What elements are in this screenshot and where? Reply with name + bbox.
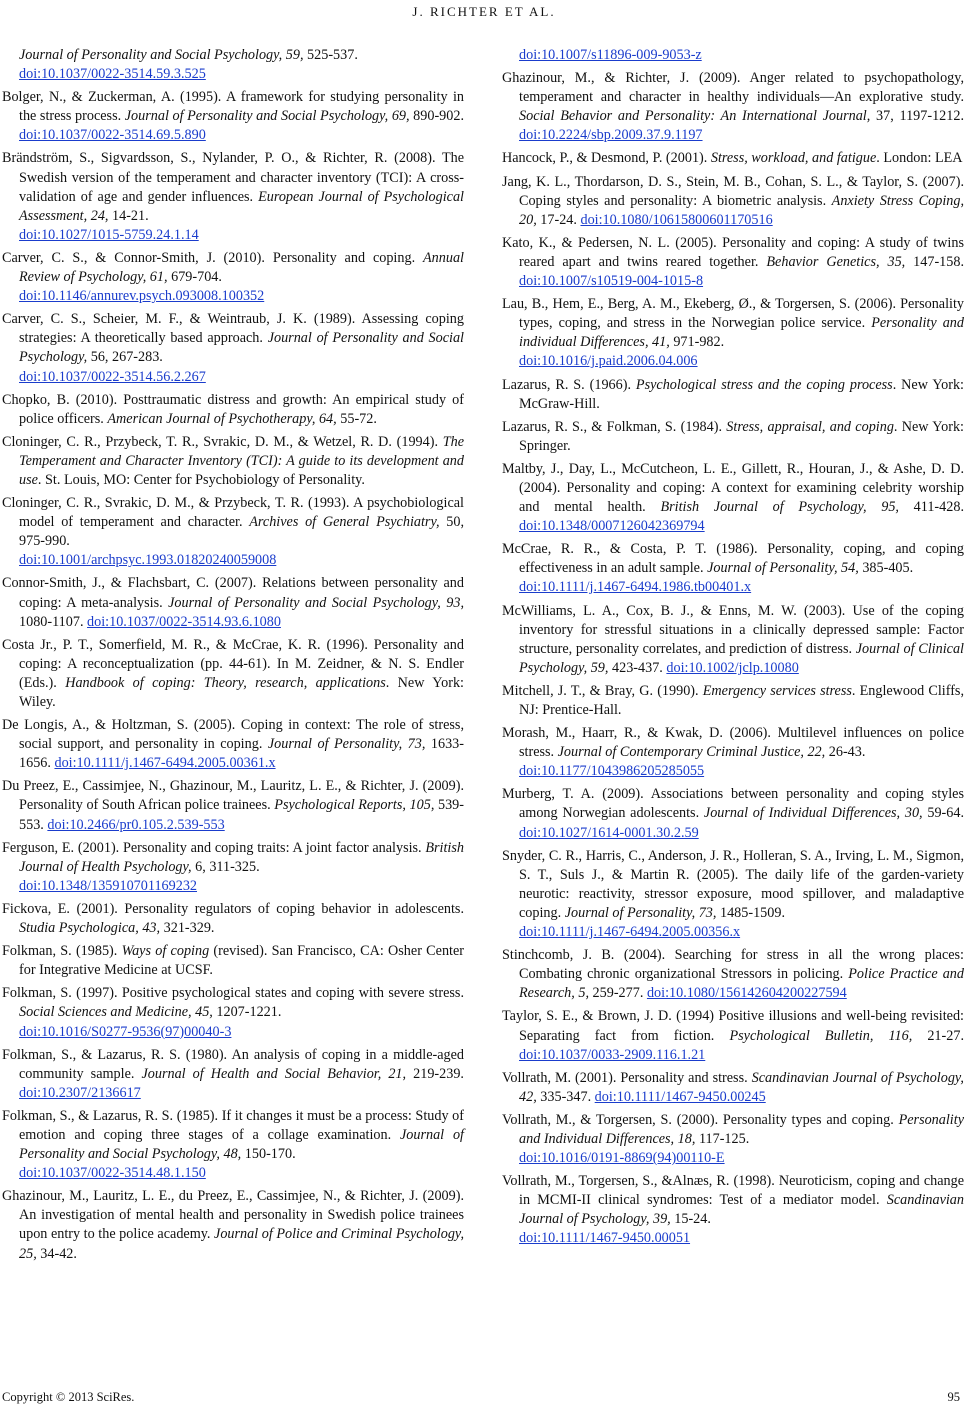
reference-pages: 679-704.	[167, 269, 222, 286]
doi-link[interactable]: doi:10.1080/156142604200227594	[646, 985, 847, 1002]
reference-journal: Scandinavian Journal of Psychology, 39,	[519, 1192, 964, 1228]
reference-entry	[502, 1007, 964, 1064]
doi-link[interactable]: doi:10.1037/0022-3514.48.1.150	[19, 1165, 206, 1182]
reference-authors-title: Taylor, S. E., & Brown, J. D. (1994) Positive illusions and well-being revisited: Separating fact from fiction.	[502, 1008, 964, 1044]
reference-entry	[502, 173, 964, 230]
reference-authors-title: McWilliams, L. A., Cox, B. J., & Enns, M. W. (2003). Use of the coping inventory for stressful situations in a clinically depressed sample: Factor structure, personality correlates, and prediction of distress.	[502, 602, 964, 657]
reference-entry	[2, 900, 464, 938]
reference-journal: British Journal of Psychology, 95,	[660, 499, 899, 516]
reference-authors-title: Fickova, E. (2001). Personality regulators of coping behavior in adolescents.	[2, 900, 464, 917]
reference-authors-title: Folkman, S., & Lazarus, R. S. (1980). An analysis of coping in a middle-aged community sample.	[2, 1046, 464, 1082]
reference-authors-title: Lau, B., Hem, E., Berg, A. M., Ekeberg, Ø., & Torgersen, S. (2006). Personality types, coping, and stress in the Norwegian police service.	[502, 296, 964, 332]
reference-pages: 1633-1656.	[19, 736, 464, 772]
reference-journal: Stress, appraisal, and coping	[726, 418, 894, 435]
reference-journal: Journal of Clinical Psychology, 59,	[519, 640, 964, 676]
reference-entry	[2, 149, 464, 244]
doi-link[interactable]: doi:10.1080/10615800601170516	[580, 211, 773, 228]
doi-link[interactable]: doi:10.1111/j.1467-6494.2005.00361.x	[54, 755, 276, 772]
reference-authors-title: De Longis, A., & Holtzman, S. (2005). Coping in context: The role of stress, social support, and personality in coping.	[2, 717, 464, 753]
reference-pages: . New York: McGraw-Hill.	[519, 376, 964, 412]
reference-entry	[502, 1111, 964, 1168]
reference-journal: Social Sciences and Medicine, 45,	[19, 1004, 213, 1021]
doi-link[interactable]: doi:10.1027/1015-5759.24.1.14	[19, 226, 199, 243]
doi-link[interactable]: doi:10.1037/0022-3514.56.2.267	[19, 368, 206, 385]
reference-authors-title: Du Preez, E., Cassimjee, N., Ghazinour, M., Lauritz, L. E., & Richter, J. (2009). Personality of South African police trainees.	[2, 778, 464, 814]
reference-journal: Scandinavian Journal of Psychology, 42,	[519, 1069, 964, 1105]
reference-authors-title: Bolger, N., & Zuckerman, A. (1995). A framework for studying personality in the stress process.	[2, 89, 464, 125]
doi-link[interactable]: doi:10.1111/j.1467-6494.2005.00356.x	[519, 924, 741, 941]
reference-entry	[502, 682, 964, 720]
reference-journal: Studia Psychologica, 43,	[19, 920, 161, 937]
doi-link[interactable]: doi:10.1007/s11896-009-9053-z	[519, 47, 702, 63]
reference-journal: Journal of Health and Social Behavior, 21,	[141, 1065, 407, 1082]
reference-journal: Psychological Bulletin, 116,	[729, 1027, 913, 1044]
reference-journal: Psychological stress and the coping process	[635, 376, 893, 393]
reference-pages: 55-72.	[336, 410, 377, 427]
reference-authors-title: Carver, C. S., & Connor-Smith, J. (2010). Personality and coping.	[2, 249, 424, 266]
reference-authors-title: Vollrath, M. (2001). Personality and stress.	[502, 1069, 752, 1086]
reference-authors-title: Kato, K., & Pedersen, N. L. (2005). Personality and coping: A study of twins reared apart and twins reared together.	[502, 234, 964, 270]
reference-journal: Behavior Genetics, 35,	[766, 253, 906, 270]
reference-entry	[2, 574, 464, 631]
reference-pages: 117-125.	[695, 1130, 750, 1147]
reference-pages: 525-537.	[303, 47, 358, 63]
reference-journal: Journal of Personality and Social Psychology,	[19, 330, 464, 366]
reference-entry	[2, 839, 464, 896]
doi-link[interactable]: doi:10.1002/jclp.10080	[666, 659, 799, 676]
doi-link[interactable]: doi:10.1146/annurev.psych.093008.100352	[19, 288, 265, 305]
reference-journal: Journal of Personality, 73,	[564, 904, 717, 921]
reference-authors-title: Chopko, B. (2010). Posttraumatic distress and growth: An empirical study of police officers.	[2, 391, 464, 427]
reference-pages: 259-277.	[589, 985, 647, 1002]
reference-authors-title: Mitchell, J. T., & Bray, G. (1990).	[502, 682, 703, 699]
reference-authors-title: Snyder, C. R., Harris, C., Anderson, J. R., Holleran, S. A., Irving, L. M., Sigmon, S. T., Suls J., & Martin R. (2005). The daily life of the garden-variety neurotic: reactivity, stressor exposure, mood spillover, and maladaptive coping.	[502, 847, 964, 921]
reference-pages: 321-329.	[160, 920, 215, 937]
doi-link[interactable]: doi:10.1016/S0277-9536(97)00040-3	[19, 1023, 232, 1040]
reference-pages: 1207-1221.	[212, 1004, 282, 1021]
reference-journal: Journal of Individual Differences, 30,	[703, 805, 923, 822]
doi-link[interactable]: doi:10.1007/s10519-004-1015-8	[519, 273, 704, 290]
reference-entry	[2, 636, 464, 712]
reference-entry	[2, 249, 464, 306]
reference-authors-title: Vollrath, M., & Torgersen, S. (2000). Personality types and coping.	[502, 1111, 899, 1128]
reference-journal: Journal of Personality and Social Psychology, 59,	[19, 47, 304, 63]
reference-entry	[502, 785, 964, 842]
reference-journal: Police Practice and Research, 5,	[519, 966, 964, 1002]
doi-link[interactable]: doi:10.1177/1043986205285055	[519, 763, 705, 780]
reference-authors-title: Jang, K. L., Thordarson, D. S., Stein, M. B., Cohan, S. L., & Taylor, S. (2007). Coping styles and personality: A biometric analysis.	[502, 173, 964, 209]
reference-authors-title: Maltby, J., Day, L., McCutcheon, L. E., Gillett, R., Houran, J., & Ashe, D. D. (2004). Personality and coping: A context for examining celebrity worship and mental health.	[502, 460, 964, 516]
reference-entry	[502, 1069, 964, 1107]
reference-journal: European Journal of Psychological Assessment, 24,	[19, 188, 464, 224]
reference-pages: 26-43.	[825, 744, 866, 761]
reference-authors-title: Ghazinour, M., Lauritz, L. E., du Preez, E., Cassimjee, N., & Richter, J. (2009). An investigation of mental health and personality in Swedish police trainees upon entry to the police academy.	[2, 1188, 464, 1243]
reference-journal: The Temperament and Character Inventory (TCI): A guide to its development and use	[19, 433, 464, 488]
reference-entry	[502, 946, 964, 1003]
reference-pages: 59-64.	[922, 805, 965, 822]
reference-entry	[2, 777, 464, 834]
reference-authors-title: Folkman, S. (1997). Positive psychological states and coping with severe stress.	[2, 985, 464, 1002]
doi-link[interactable]: doi:10.1027/1614-0001.30.2.59	[519, 824, 699, 841]
doi-link[interactable]: doi:10.1037/0033-2909.116.1.21	[519, 1046, 706, 1063]
reference-journal: Social Behavior and Personality: An International Journal,	[519, 108, 871, 125]
reference-authors-title: Cloninger, C. R., Przybeck, T. R., Svrakic, D. M., & Wetzel, R. D. (1994).	[2, 433, 443, 450]
reference-pages: 34-42.	[36, 1245, 77, 1262]
doi-link[interactable]: doi:10.1111/1467-9450.00245	[594, 1088, 766, 1105]
reference-entry	[502, 540, 964, 597]
reference-entry	[2, 1187, 464, 1263]
reference-entry	[502, 69, 964, 145]
reference-pages: 219-239.	[406, 1065, 464, 1082]
reference-pages: . New York: Springer.	[519, 418, 964, 454]
reference-entry	[502, 295, 964, 371]
reference-authors-title: Vollrath, M., Torgersen, S., &Alnæs, R. (1998). Neuroticism, coping and change in MCMI-II clinical syndromes: Test of a mediator model.	[502, 1173, 964, 1209]
reference-journal: Stress, workload, and fatigue	[710, 150, 877, 167]
doi-link[interactable]: doi:10.1111/1467-9450.00051	[519, 1230, 691, 1247]
reference-authors-title: Morash, M., Haarr, R., & Kwak, D. (2006). Multilevel influences on police stress.	[502, 725, 964, 761]
reference-entry	[502, 847, 964, 942]
reference-pages: . St. Louis, MO: Center for Psychobiology of Personality.	[37, 471, 365, 488]
reference-authors-title: Ghazinour, M., & Richter, J. (2009). Anger related to psychopathology, temperament and character in healthy individuals—An explorative study.	[502, 70, 964, 106]
reference-pages: 147-158.	[905, 253, 965, 270]
reference-pages: 539-553.	[19, 797, 465, 833]
doi-link[interactable]: doi:10.1348/135910701169232	[19, 877, 198, 894]
reference-pages: 15-24.	[670, 1211, 711, 1228]
doi-link[interactable]: doi:10.1037/0022-3514.69.5.890	[19, 127, 206, 144]
reference-pages: 56, 267-283.	[87, 349, 163, 366]
reference-journal: Journal of Personality and Social Psychology, 93,	[168, 594, 464, 611]
reference-authors-title: Folkman, S., & Lazarus, R. S. (1985). If it changes it must be a process: Study of emotion and coping three stages of a collage examination.	[2, 1107, 464, 1143]
reference-journal: Annual Review of Psychology, 61,	[19, 249, 464, 286]
doi-link[interactable]: doi:10.2466/pr0.105.2.539-553	[47, 816, 225, 833]
reference-entry	[2, 984, 464, 1041]
reference-authors-title: Costa Jr., P. T., Somerfield, M. R., & McCrae, K. R. (1996). Personality and coping: A reconceptualization (pp. 44-61). In M. Zeidner, & N. S. Endler (Eds.).	[2, 636, 464, 691]
doi-link[interactable]: doi:10.2224/sbp.2009.37.9.1197	[519, 127, 703, 144]
reference-journal: Psychological Reports, 105,	[274, 797, 435, 814]
doi-link[interactable]: doi:10.1016/0191-8869(94)00110-E	[519, 1150, 725, 1167]
reference-pages: 14-21.	[108, 207, 149, 224]
reference-journal: Personality and Individual Differences, 18,	[519, 1111, 964, 1147]
reference-pages: 890-902.	[409, 108, 464, 125]
doi-link[interactable]: doi:10.1037/0022-3514.59.3.525	[19, 66, 206, 83]
reference-pages: . Englewood Cliffs, NJ: Prentice-Hall.	[519, 682, 964, 718]
reference-journal: Journal of Personality, 73,	[267, 736, 426, 753]
reference-journal: British Journal of Health Psychology,	[19, 839, 464, 875]
reference-entry	[2, 716, 464, 773]
doi-link[interactable]: doi:10.1001/archpsyc.1993.01820240059008	[19, 552, 277, 569]
reference-pages: 50, 975-990.	[19, 514, 464, 550]
reference-pages: . London: LEA	[876, 150, 963, 167]
reference-entry	[2, 1046, 464, 1103]
reference-authors-title: Brändström, S., Sigvardsson, S., Nylander, P. O., & Richter, R. (2008). The Swedish version of the temperament and character inventory (TCI): A cross-validation of age and gender influences.	[2, 150, 464, 205]
reference-entry	[2, 46, 464, 84]
reference-journal: Handbook of coping: Theory, research, applications	[65, 674, 386, 691]
reference-entry	[502, 1172, 964, 1248]
reference-entry	[2, 391, 464, 429]
reference-pages: 150-170.	[241, 1146, 296, 1163]
reference-entry	[2, 494, 464, 570]
reference-pages: (revised). San Francisco, CA: Osher Center for Integrative Medicine at UCSF.	[19, 943, 464, 979]
reference-entry	[2, 1107, 464, 1183]
page-number: 95	[947, 1390, 960, 1404]
reference-entry	[502, 46, 964, 65]
doi-link[interactable]: doi:10.1037/0022-3514.93.6.1080	[87, 613, 281, 630]
reference-entry	[502, 234, 964, 291]
references-column-left	[2, 46, 464, 1268]
reference-authors-title: Carver, C. S., Scheier, M. F., & Weintraub, J. K. (1989). Assessing coping strategies: A theoretically based approach.	[2, 311, 464, 347]
reference-journal: Personality and individual Differences, 41,	[519, 315, 964, 351]
reference-pages: . New York: Wiley.	[19, 674, 464, 710]
reference-pages: 971-982.	[669, 334, 725, 351]
reference-entry	[502, 418, 964, 456]
reference-pages: 21-27.	[912, 1027, 964, 1044]
reference-journal: Ways of coping	[121, 943, 210, 960]
reference-entry	[2, 88, 464, 145]
reference-journal: Journal of Police and Criminal Psychology, 25,	[19, 1226, 464, 1262]
reference-entry	[2, 942, 464, 980]
reference-journal: Journal of Contemporary Criminal Justice, 22,	[557, 744, 826, 761]
reference-pages: 17-24.	[536, 211, 581, 228]
reference-journal: Journal of Personality and Social Psychology, 69,	[124, 108, 410, 125]
reference-entry	[502, 602, 964, 678]
references-column-right	[502, 46, 964, 1253]
running-header: J. RICHTER ET AL.	[412, 4, 556, 19]
reference-pages: 37, 1197-1212.	[870, 108, 964, 125]
reference-authors-title: Cloninger, C. R., Svrakic, D. M., & Przybeck, T. R. (1993). A psychobiological model of temperament and character.	[2, 495, 464, 531]
reference-journal: Anxiety Stress Coping, 20,	[519, 192, 964, 228]
reference-authors-title: McCrae, R. R., & Costa, P. T. (1986). Personality, coping, and coping effectiveness in an adult sample.	[502, 541, 964, 577]
doi-link[interactable]: doi:10.1348/0007126042369794	[519, 518, 705, 535]
reference-pages: 335-347.	[536, 1088, 595, 1105]
reference-pages: 1080-1107.	[19, 613, 88, 630]
reference-entry	[502, 376, 964, 414]
reference-journal: American Journal of Psychotherapy, 64,	[107, 410, 337, 427]
reference-authors-title: Stinchcomb, J. B. (2004). Searching for stress in all the wrong places: Combating chronic organizational Stressors in policing.	[502, 947, 964, 983]
reference-journal: Archives of General Psychiatry,	[249, 514, 440, 531]
reference-authors-title: Murberg, T. A. (2009). Associations between personality and coping styles among Norwegian adolescents.	[502, 786, 964, 822]
reference-journal: Journal of Personality and Social Psychology, 48,	[19, 1126, 465, 1163]
reference-authors-title: Lazarus, R. S., & Folkman, S. (1984).	[502, 418, 727, 435]
copyright-footer: Copyright © 2013 SciRes.	[2, 1390, 135, 1404]
reference-authors-title: Folkman, S. (1985).	[2, 943, 122, 960]
reference-journal: Journal of Personality, 54,	[707, 560, 859, 577]
doi-link[interactable]: doi:10.1111/j.1467-6494.1986.tb00401.x	[519, 579, 752, 596]
reference-pages: 423-437.	[608, 659, 667, 676]
reference-authors-title: Ferguson, E. (2001). Personality and coping traits: A joint factor analysis.	[2, 839, 426, 856]
doi-link[interactable]: doi:10.1016/j.paid.2006.04.006	[519, 353, 698, 370]
reference-entry	[2, 433, 464, 490]
doi-link[interactable]: doi:10.2307/2136617	[19, 1084, 141, 1101]
reference-pages: 1485-1509.	[716, 904, 786, 921]
reference-authors-title: Connor-Smith, J., & Flachsbart, C. (2007). Relations between personality and coping: A meta-analysis.	[2, 575, 464, 611]
reference-pages: 385-405.	[858, 560, 914, 577]
reference-entry	[502, 460, 964, 536]
reference-journal: Emergency services stress	[702, 682, 852, 699]
reference-pages: 411-428.	[898, 499, 964, 516]
reference-authors-title: Hancock, P., & Desmond, P. (2001).	[502, 150, 711, 167]
reference-entry	[502, 724, 964, 781]
reference-pages: 6, 311-325.	[191, 858, 260, 875]
reference-authors-title: Lazarus, R. S. (1966).	[502, 376, 636, 393]
reference-entry	[502, 149, 964, 168]
reference-entry	[2, 310, 464, 386]
